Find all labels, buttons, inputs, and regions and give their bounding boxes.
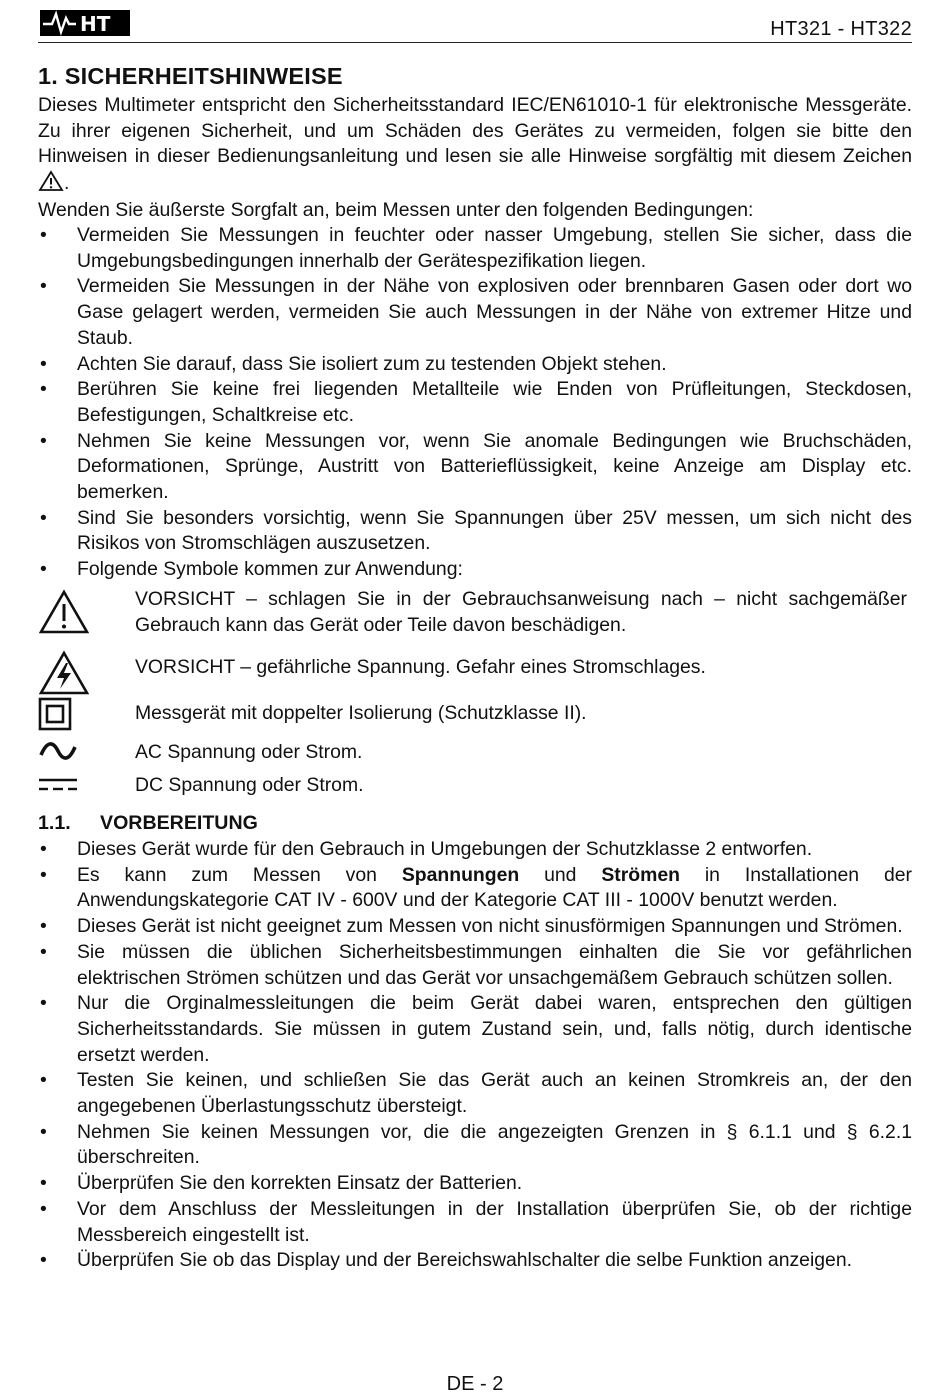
safety-bullet-list — [38, 223, 912, 583]
list-item: • Vor dem Anschluss der Messleitungen in der Installation überprüfen Sie, ob der richtige Messbereich eingestellt ist. — [40, 1197, 912, 1246]
bullet-glyph: • — [40, 352, 47, 375]
bullet-glyph: • — [40, 940, 47, 963]
ht-logo-icon — [40, 10, 130, 36]
list-item: • Achten Sie darauf, dass Sie isoliert zum zu testenden Objekt stehen. — [38, 352, 912, 378]
high-voltage-icon — [38, 650, 90, 696]
list-item: • Nehmen Sie keinen Messungen vor, die die angezeigten Grenzen in § 6.1.1 und § 6.2.1 überschreiten. — [40, 1120, 912, 1169]
list-item: • Dieses Gerät wurde für den Gebrauch in Umgebungen der Schutzklasse 2 entworfen. — [38, 837, 912, 863]
bullet-glyph: • — [40, 224, 47, 246]
list-item: • Es kann zum Messen von Spannungen und Strömen in Installationen der Anwendungskategorie CAT IV - 600V und der Kategorie CAT III - 1000V benutzt werden. — [40, 863, 912, 912]
bullet-glyph: • — [40, 378, 47, 401]
symbol-description: DC Spannung oder Strom. — [135, 774, 364, 796]
symbol-description: VORSICHT – schlagen Sie in der Gebrauchsanweisung nach – nicht sachgemäßer Gebrauch kann das Gerät oder Teile davon beschädigen. — [135, 588, 907, 636]
list-item: • Berühren Sie keine frei liegenden Metallteile wie Enden von Prüfleitungen, Steckdosen, Befestigungen, Schaltkreise etc. — [40, 378, 912, 426]
bullet-glyph: • — [40, 558, 47, 581]
bullet-glyph: • — [40, 1172, 47, 1195]
bullet-glyph: • — [40, 915, 47, 938]
list-item: • Nur die Orginalmessleitungen die beim Gerät dabei waren, entsprechen den gültigen Sicherheitsstandards. Sie müssen in gutem Zustand sein, und, falls nötig, durch identische ersetzt werden. — [40, 992, 912, 1066]
double-insulation-icon — [38, 697, 72, 731]
bullet-glyph: • — [40, 1120, 47, 1143]
list-item: • Nehmen Sie keine Messungen vor, wenn Sie anomale Bedingungen wie Bruchschäden, Deformationen, Sprünge, Austritt von Batterieflüssigkeit, keine Anzeige am Display etc. bemerken. — [40, 429, 912, 504]
bullet-glyph: • — [40, 838, 47, 860]
bullet-glyph: • — [40, 863, 47, 886]
subsection-number: 1.1. — [38, 812, 71, 834]
list-item: • Sind Sie besonders vorsichtig, wenn Sie Spannungen über 25V messen, um sich nicht des Risikos von Stromschlägen auszusetzen. — [40, 506, 912, 555]
page-header — [38, 6, 912, 43]
bullet-glyph: • — [40, 1249, 47, 1272]
list-item: • Überprüfen Sie ob das Display und der Bereichswahlschalter die selbe Funktion anzeigen. — [38, 1248, 912, 1274]
section-title: 1. SICHERHEITSHINWEISE — [38, 63, 343, 89]
subsection-title — [38, 811, 258, 837]
bullet-glyph: • — [40, 1069, 47, 1092]
symbol-description: Messgerät mit doppelter Isolierung (Schutzklasse II). — [135, 702, 587, 724]
dc-symbol-icon — [38, 775, 78, 795]
preparation-bullet-list — [38, 837, 912, 1274]
warning-triangle-icon — [38, 170, 64, 192]
conditions-lead: Wenden Sie äußerste Sorgfalt an, beim Messen unter den folgenden Bedingungen: — [38, 199, 754, 221]
list-item: • Vermeiden Sie Messungen in der Nähe von explosiven oder brennbaren Gasen oder dort wo Gase gelagert werden, vermeiden Sie auch Messungen in der Nähe von extremer Hitze und Staub. — [40, 275, 912, 349]
intro-end: . — [64, 172, 70, 195]
list-item: • Dieses Gerät ist nicht geeignet zum Messen von nicht sinusförmigen Spannungen und Strömen. — [38, 914, 912, 940]
symbol-description: AC Spannung oder Strom. — [135, 741, 363, 763]
list-item: • Sie müssen die üblichen Sicherheitsbestimmungen einhalten die Sie vor gefährlichen elektrischen Strömen schützen und das Gerät vor unsachgemäßem Gebrauch schützen sollen. — [40, 940, 912, 989]
bullet-glyph: • — [40, 429, 47, 452]
bullet-glyph: • — [40, 992, 47, 1015]
subsection-title-text: VORBEREITUNG — [100, 812, 258, 834]
page-number: DE - 2 — [446, 1373, 504, 1395]
warning-triangle-icon — [38, 589, 90, 635]
list-item: • Testen Sie keinen, und schließen Sie das Gerät auch an keinen Stromkreis an, der den angegebenen Überlastungsschutz übersteigt. — [40, 1069, 912, 1118]
list-item: • Überprüfen Sie den korrekten Einsatz der Batterien. — [38, 1171, 912, 1197]
symbol-description: VORSICHT – gefährliche Spannung. Gefahr eines Stromschlages. — [135, 656, 706, 678]
list-item: • Folgende Symbole kommen zur Anwendung: — [38, 557, 912, 583]
intro-paragraph — [38, 93, 912, 197]
logo-text: HT — [80, 12, 111, 36]
bullet-glyph: • — [40, 506, 47, 529]
bullet-glyph: • — [40, 275, 47, 298]
bullet-glyph: • — [40, 1197, 47, 1220]
intro-text: Dieses Multimeter entspricht den Sicherheitsstandard IEC/EN61010-1 für elektronische Messgeräte. Zu ihrer eigenen Sicherheit, und um Schäden des Gerätes zu vermeiden, folgen sie bitte den Hinweisen in dieser Bedienungsanleitung und lesen sie alle Hinweise sorgfältig mit diesem Zeichen — [38, 94, 912, 168]
list-item: • Vermeiden Sie Messungen in feuchter oder nasser Umgebung, stellen Sie sicher, dass die Umgebungsbedingungen innerhalb der Gerätespezifikation liegen. — [40, 224, 912, 272]
document-id: HT321 - HT322 — [770, 18, 912, 40]
ac-wave-icon — [38, 738, 78, 764]
